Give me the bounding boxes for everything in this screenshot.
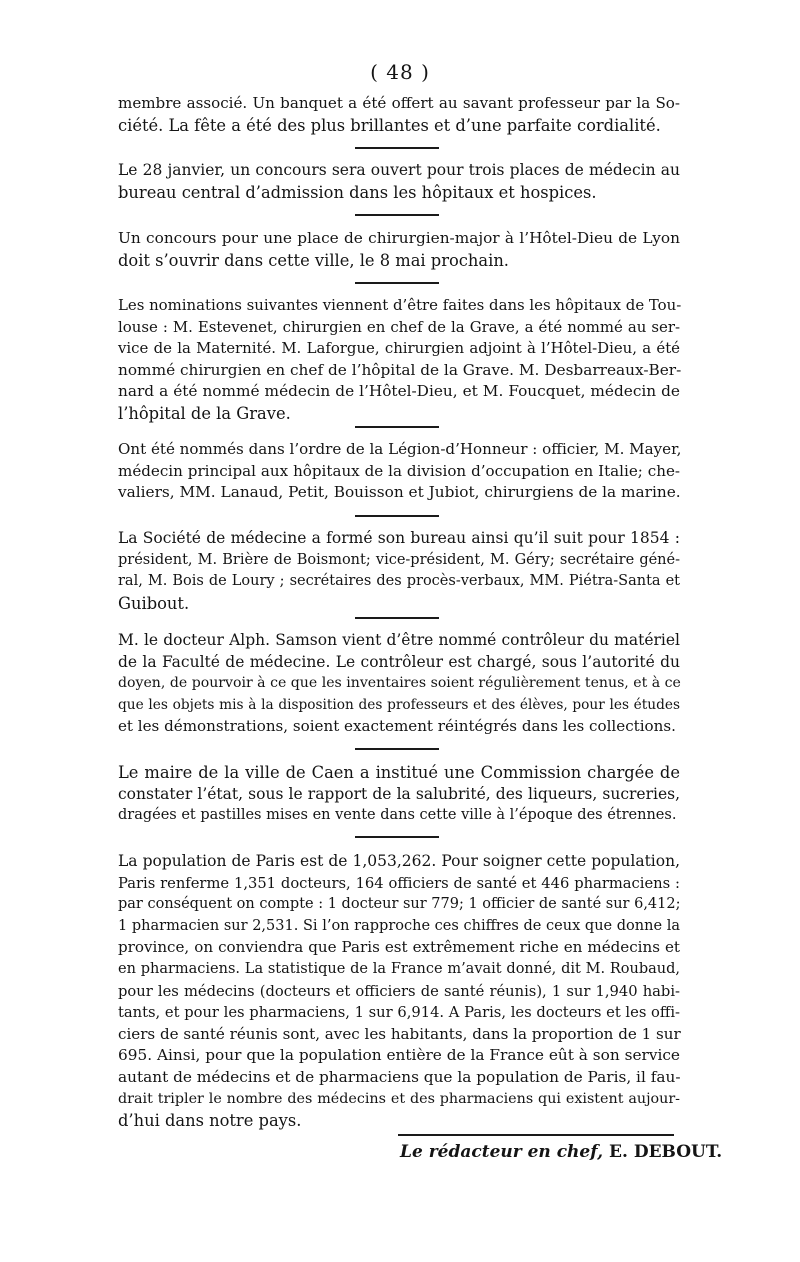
text-line: tants, et pour les pharmaciens, 1 sur 6,914. A Paris, les docteurs et les offi- [118,1004,680,1022]
text-line: 1 pharmacien sur 2,531. Si l’on rapproche ces chiffres de ceux que donne la [118,917,680,934]
paragraph-population-paris [118,851,680,1132]
text-line: dragées et pastilles mises en vente dans cette ville à l’époque des étrennes. [118,807,677,824]
text-line: Paris renferme 1,351 docteurs, 164 officiers de santé et 446 pharmaciens : [118,874,680,892]
text-line: 695. Ainsi, pour que la population entière de la France eût à son service [118,1046,680,1065]
text-line: médecin principal aux hôpitaux de la division d’occupation en Italie; che- [118,461,680,480]
signature-name: E. DEBOUT. [609,1142,723,1162]
paragraph-samson [118,630,680,738]
text-line: membre associé. Un banquet a été offert au savant professeur par la So- [118,94,680,112]
text-line: bureau central d’admission dans les hôpitaux et hospices. [118,182,597,202]
text-line: Un concours pour une place de chirurgien-major à l’Hôtel-Dieu de Lyon [118,229,680,247]
separator-rule [355,617,439,619]
signature-rule [398,1134,674,1136]
separator-rule [355,282,439,284]
text-line: de la Faculté de médecine. Le contrôleur est chargé, sous l’autorité du [118,652,680,671]
text-line: nard a été nommé médecin de l’Hôtel-Dieu, et M. Foucquet, médecin de [118,382,680,401]
paragraph-banquet [118,93,680,136]
separator-rule [355,426,439,428]
text-line: ciers de santé réunis sont, avec les habitants, dans la proportion de 1 sur [118,1024,681,1043]
text-line: président, M. Brière de Boismont; vice-président, M. Géry; secrétaire géné- [118,551,680,568]
text-line: et les démonstrations, soient exactement réintégrés dans les collections. [118,717,676,736]
text-line: vice de la Maternité. M. Laforgue, chirurgien adjoint à l’Hôtel-Dieu, a été [118,339,680,358]
text-line: doit s’ouvrir dans cette ville, le 8 mai prochain. [118,250,509,270]
text-line: constater l’état, sous le rapport de la salubrité, des liqueurs, sucreries, [118,784,680,803]
separator-rule [355,836,439,838]
text-line: pour les médecins (docteurs et officiers de santé réunis), 1 sur 1,940 habi- [118,982,680,1000]
separator-rule [355,214,439,216]
paragraph-concours-lyon [118,228,680,271]
signature-label: Le rédacteur en chef, [400,1142,604,1162]
text-line: ciété. La fête a été des plus brillantes et d’une parfaite cordialité. [118,115,661,135]
page-number: ( 48 ) [370,60,430,84]
editor-signature [400,1142,723,1162]
text-line: d’hui dans notre pays. [118,1111,302,1131]
text-line: que les objets mis à la disposition des professeurs et des élèves, pour les études [118,696,680,713]
paragraph-societe-medecine [118,528,680,614]
text-line: drait tripler le nombre des médecins et des pharmaciens qui existent aujour- [118,1090,680,1107]
text-line: Le 28 janvier, un concours sera ouvert pour trois places de médecin au [118,161,680,179]
paragraph-nominations-toulouse [118,295,680,425]
text-line: autant de médecins et de pharmaciens que la population de Paris, il fau- [118,1067,681,1086]
paragraph-caen [118,762,680,827]
text-line: Le maire de la ville de Caen a institué une Commission chargée de [118,763,680,782]
text-line: Les nominations suivantes viennent d’être faites dans les hôpitaux de Tou- [118,296,682,314]
text-line: Guibout. [118,593,190,613]
text-line: province, on conviendra que Paris est extrêmement riche en médecins et [118,938,680,957]
text-line: La population de Paris est de 1,053,262. Pour soigner cette population, [118,852,680,870]
paragraph-concours-bureau-central [118,160,680,203]
text-line: La Société de médecine a formé son bureau ainsi qu’il suit pour 1854 : [118,529,680,547]
text-line: ral, M. Bois de Loury ; secrétaires des procès-verbaux, MM. Piétra-Santa et [118,573,680,590]
text-line: Ont été nommés dans l’ordre de la Légion-d’Honneur : officier, M. Mayer, [118,440,682,458]
text-line: valiers, MM. Lanaud, Petit, Bouisson et Jubiot, chirurgiens de la marine. [118,483,681,502]
separator-rule [355,748,439,750]
separator-rule [355,147,439,149]
text-line: doyen, de pourvoir à ce que les inventaires soient régulièrement tenus, et à ce [118,675,681,692]
text-line: nommé chirurgien en chef de l’hôpital de la Grave. M. Desbarreaux-Ber- [118,360,682,379]
text-line: M. le docteur Alph. Samson vient d’être nommé contrôleur du matériel [118,631,680,649]
separator-rule [355,515,439,517]
text-line: louse : M. Estevenet, chirurgien en chef de la Grave, a été nommé au ser- [118,317,680,336]
text-line: par conséquent on compte : 1 docteur sur 779; 1 officier de santé sur 6,412; [118,896,681,913]
text-line: en pharmaciens. La statistique de la France m’avait donné, dit M. Roubaud, [118,960,680,977]
paragraph-legion-honneur [118,439,680,504]
text-line: l’hôpital de la Grave. [118,403,291,423]
